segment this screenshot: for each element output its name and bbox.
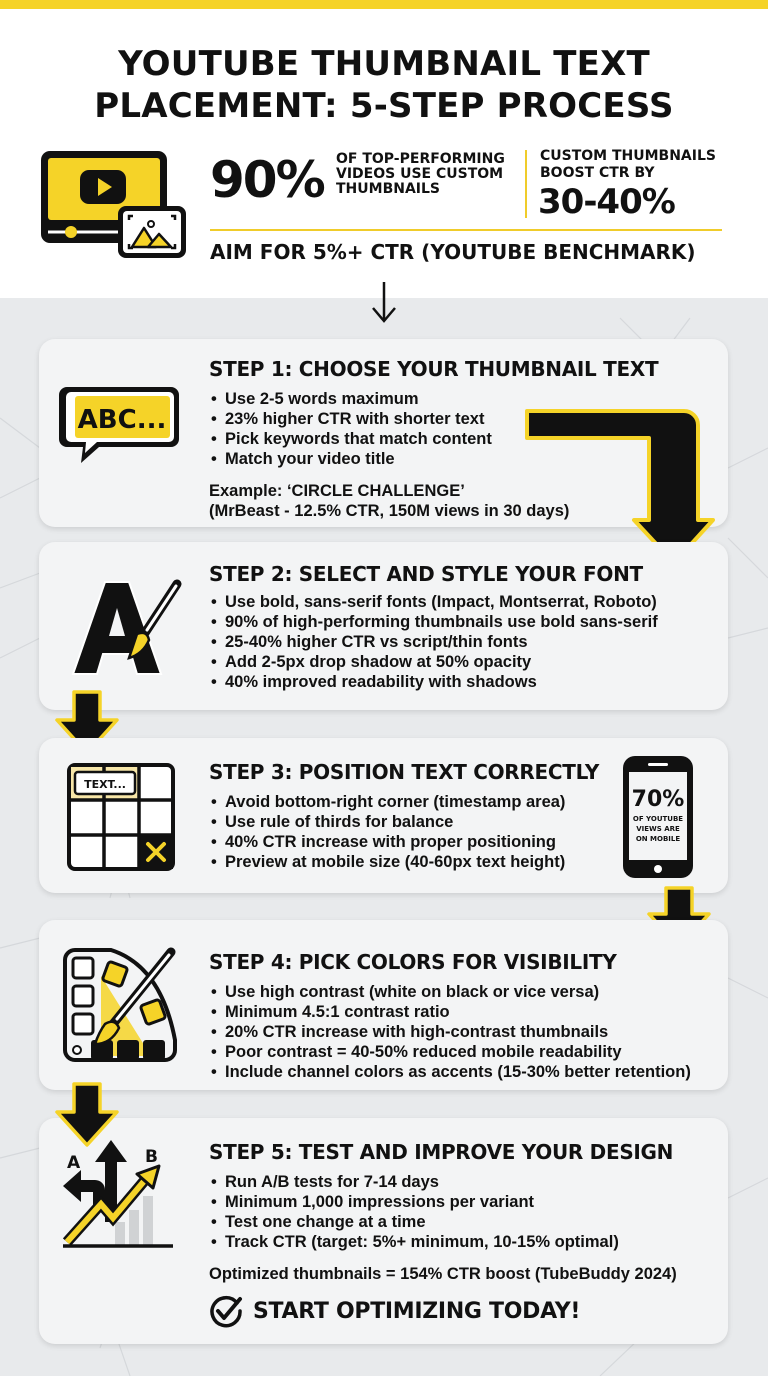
step-3-title: STEP 3: POSITION TEXT CORRECTLY bbox=[209, 760, 600, 784]
stat-desc-line: VIDEOS USE CUSTOM bbox=[336, 166, 504, 182]
top-accent-bar bbox=[0, 0, 768, 9]
step-5-card bbox=[39, 1118, 728, 1344]
step-1-title: STEP 1: CHOOSE YOUR THUMBNAIL TEXT bbox=[209, 357, 659, 381]
bullet: • Poor contrast = 40-50% reduced mobile readability bbox=[211, 1042, 691, 1062]
bullet: • Add 2-5px drop shadow at 50% opacity bbox=[211, 652, 658, 672]
stat-divider bbox=[525, 150, 527, 218]
bullet: • Use high contrast (white on black or vice versa) bbox=[211, 982, 691, 1002]
bullet: • 25-40% higher CTR vs script/thin fonts bbox=[211, 632, 658, 652]
svg-text:TEXT...: TEXT... bbox=[84, 778, 126, 791]
bullet: • Avoid bottom-right corner (timestamp area) bbox=[211, 792, 565, 812]
speech-bubble-icon bbox=[59, 381, 184, 467]
bullet: • 40% CTR increase with proper positioning bbox=[211, 832, 565, 852]
bullet: • Pick keywords that match content bbox=[211, 429, 492, 449]
step-4-bullets bbox=[211, 982, 691, 1082]
step-2-bullets bbox=[211, 592, 658, 692]
step-5-title: STEP 5: TEST AND IMPROVE YOUR DESIGN bbox=[209, 1140, 674, 1164]
title-line-2: PLACEMENT: 5-STEP PROCESS bbox=[94, 86, 674, 126]
bullet: • Use bold, sans-serif fonts (Impact, Montserrat, Roboto) bbox=[211, 592, 658, 612]
bullet: • Use rule of thirds for balance bbox=[211, 812, 565, 832]
grid-thirds-icon bbox=[67, 763, 175, 871]
stat-desc-line: CUSTOM THUMBNAILS bbox=[540, 148, 716, 164]
stat-desc-line: OF TOP-PERFORMING bbox=[336, 151, 505, 167]
stat-ctr-description bbox=[540, 148, 740, 182]
stat-desc-line: BOOST CTR BY bbox=[540, 165, 655, 181]
header-divider bbox=[210, 229, 722, 231]
stat-desc-line: THUMBNAILS bbox=[336, 181, 441, 197]
page-title bbox=[0, 43, 768, 127]
arrow-down-icon bbox=[369, 280, 399, 326]
svg-text:ABC...: ABC... bbox=[77, 405, 167, 435]
bullet: • Use 2-5 words maximum bbox=[211, 389, 492, 409]
svg-text:A: A bbox=[67, 1153, 81, 1173]
step-4-card bbox=[39, 920, 728, 1090]
font-brush-icon bbox=[65, 578, 190, 678]
bullet: • 40% improved readability with shadows bbox=[211, 672, 658, 692]
checkmark-circle-icon bbox=[209, 1294, 243, 1328]
stat-ctr-boost: 30-40% bbox=[538, 182, 675, 222]
step-1-example bbox=[209, 481, 569, 521]
cta-start-optimizing bbox=[209, 1294, 580, 1328]
svg-text:OF YOUTUBE: OF YOUTUBE bbox=[632, 815, 684, 823]
bullet: • Match your video title bbox=[211, 449, 492, 469]
bullet: • Preview at mobile size (40-60px text height) bbox=[211, 852, 565, 872]
step-3-bullets bbox=[211, 792, 565, 872]
video-thumbnail-icon bbox=[38, 148, 188, 260]
svg-text:VIEWS ARE: VIEWS ARE bbox=[636, 825, 680, 833]
example-line: Example: ‘CIRCLE CHALLENGE’ bbox=[209, 482, 465, 500]
cta-text: START OPTIMIZING TODAY! bbox=[253, 1298, 581, 1324]
bullet: • 90% of high-performing thumbnails use bold sans-serif bbox=[211, 612, 658, 632]
example-line: (MrBeast - 12.5% CTR, 150M views in 30 days) bbox=[209, 502, 570, 520]
arrow-down-bold-icon bbox=[54, 1082, 120, 1148]
svg-text:ON MOBILE: ON MOBILE bbox=[635, 835, 681, 843]
bullet: • Minimum 1,000 impressions per variant bbox=[211, 1192, 619, 1212]
bullet: • Run A/B tests for 7-14 days bbox=[211, 1172, 619, 1192]
step-1-bullets bbox=[211, 389, 492, 469]
stat-90-percent: 90% bbox=[210, 151, 324, 209]
mobile-phone-icon bbox=[621, 754, 695, 880]
bullet: • Include channel colors as accents (15-30% better retention) bbox=[211, 1062, 691, 1082]
bullet: • Test one change at a time bbox=[211, 1212, 619, 1232]
step-2-card bbox=[39, 542, 728, 710]
step-5-bullets bbox=[211, 1172, 619, 1252]
step-2-title: STEP 2: SELECT AND STYLE YOUR FONT bbox=[209, 562, 643, 586]
bullet: • 23% higher CTR with shorter text bbox=[211, 409, 492, 429]
benchmark-text: AIM FOR 5%+ CTR (YOUTUBE BENCHMARK) bbox=[210, 240, 696, 264]
svg-text:70%: 70% bbox=[631, 787, 685, 812]
step-5-stat-note: Optimized thumbnails = 154% CTR boost (TubeBuddy 2024) bbox=[209, 1265, 677, 1283]
bullet: • Minimum 4.5:1 contrast ratio bbox=[211, 1002, 691, 1022]
color-palette-icon bbox=[61, 946, 179, 1066]
stat-90-description bbox=[336, 152, 526, 197]
ab-test-growth-icon bbox=[61, 1140, 183, 1250]
bullet: • 20% CTR increase with high-contrast thumbnails bbox=[211, 1022, 691, 1042]
svg-text:B: B bbox=[145, 1147, 158, 1167]
title-line-1: YOUTUBE THUMBNAIL TEXT bbox=[118, 44, 650, 84]
step-3-card bbox=[39, 738, 728, 893]
step-4-title: STEP 4: PICK COLORS FOR VISIBILITY bbox=[209, 950, 617, 974]
bullet: • Track CTR (target: 5%+ minimum, 10-15% optimal) bbox=[211, 1232, 619, 1252]
